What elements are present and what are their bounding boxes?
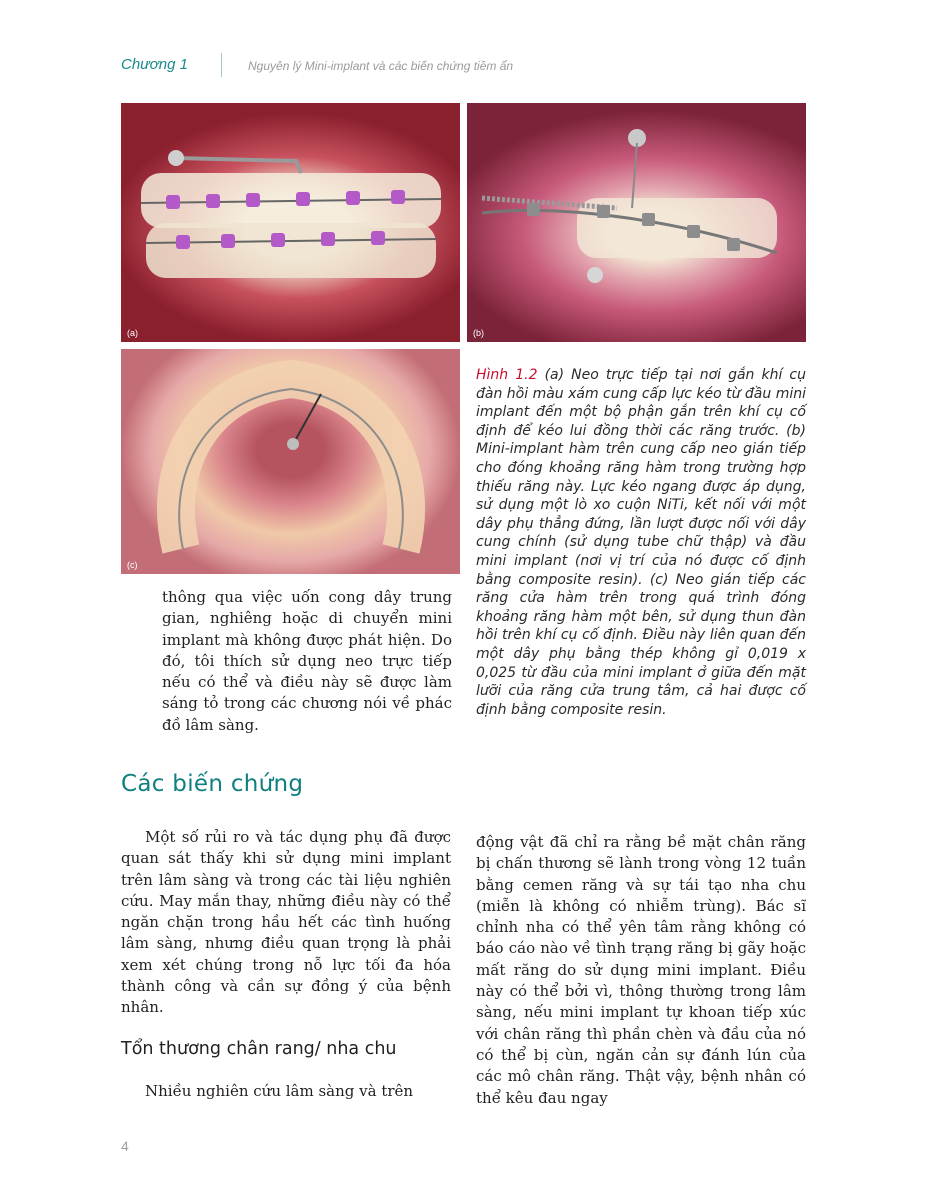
braces-illustration-c: [121, 349, 460, 574]
figure-caption: [476, 366, 806, 719]
figure-photo-c: [121, 349, 460, 574]
header-divider: [221, 53, 222, 77]
figure-photo-b: [467, 103, 806, 342]
figure-label-c: (c): [127, 560, 138, 570]
braces-illustration-b: [467, 103, 806, 342]
subsection-paragraph-start: Nhiều nghiên cứu lâm sàng và trên: [145, 1082, 414, 1100]
right-column-paragraph: động vật đã chỉ ra rằng bề mặt chân răng bị chấn thương sẽ lành trong vòng 12 tuần bằng cemen răng và sự tái tạo nha chu (miễn là không có nhiễm trùng). Bác sĩ chỉnh nha có thể yên tâm rằng không có báo cáo nào về tình trạng răng bị gãy hoặc mất răng do sử dụng mini implant. Điều này có thể bởi vì, thông thường trong lâm sàng, nếu mini implant tự khoan tiếp xúc với chân răng thì phần chèn và đầu của nó có thể bị cùn, ngăn cản sự đánh lún của các mô chân răng. Thật vậy, bệnh nhân có thể kêu đau ngay: [476, 833, 806, 1107]
continuation-paragraph: thông qua việc uốn cong dây trung gian, nghiêng hoặc di chuyển mini implant mà không được phát hiện. Do đó, tôi thích sử dụng neo trực tiếp nếu có thể và điều này sẽ được làm sáng tỏ trong các chương nói về phác đồ lâm sàng.: [162, 588, 452, 734]
subsection-heading: Tổn thương chân rang/ nha chu: [121, 1039, 397, 1059]
section-paragraph-1: Một số rủi ro và tác dụng phụ đã được quan sát thấy khi sử dụng mini implant trên lâm sàng và trong các tài liệu nghiên cứu. May mắn thay, những điều này có thể ngăn chặn trong hầu hết các tình huống lâm sàng, nhưng điều quan trọng là phải xem xét chúng trong nỗ lực tối đa hóa thành công và cần sự đồng ý của bệnh nhân.: [121, 828, 451, 1017]
running-header-title: Nguyên lý Mini-implant và các biến chứng tiềm ẩn: [248, 59, 514, 73]
page-number: 4: [121, 1138, 129, 1154]
figure-label-a: (a): [127, 328, 138, 338]
figure-label-b: (b): [473, 328, 484, 338]
section-heading: Các biến chứng: [121, 771, 304, 797]
running-header-chapter: Chương 1: [121, 56, 188, 73]
braces-illustration-a: [121, 103, 460, 342]
figure-caption-text: (a) Neo trực tiếp tại nơi gắn khí cụ đàn hồi màu xám cung cấp lực kéo từ đầu mini implant đến một bộ phận gắn trên khí cụ cố định để kéo lui đồng thời các răng trước. (b) Mini-implant hàm trên cung cấp neo gián tiếp cho đóng khoảng răng hàm trong trường hợp thiếu răng này. Lực kéo ngang được áp dụng, sử dụng một lò xo cuộn NiTi, kết nối với một dây phụ thẳng đứng, lần lượt được nối với dây cung chính (sử dụng tube chữ thập) và đầu mini implant (nơi vị trí của nó được cố định bằng composite resin). (c) Neo gián tiếp các răng cửa hàm trên trong quá trình đóng khoảng răng hàm một bên, sử dụng thun đàn hồi trên khí cụ cố định. Điều này liên quan đến một dây phụ bằng thép không gỉ 0,019 x 0,025 từ đầu của mini implant ở giữa đến mặt lưỡi của răng cửa trung tâm, cả hai được cố định bằng composite resin.: [476, 367, 806, 718]
figure-photo-a: [121, 103, 460, 342]
figure-caption-label: Hình 1.2: [476, 367, 538, 383]
